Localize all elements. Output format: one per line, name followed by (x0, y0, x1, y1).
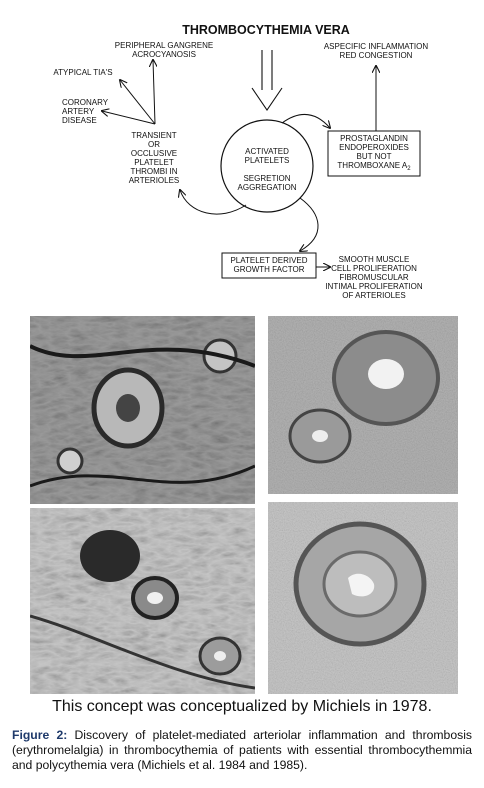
down-arrow-icon (252, 50, 282, 110)
smooth_muscle-line: CELL PROLIFERATION (331, 264, 417, 273)
concept-text: This concept was conceptualized by (52, 698, 313, 715)
thromboxane-subscript: 2 (407, 166, 411, 172)
activated-line: AGGREGATION (237, 183, 297, 192)
thrombi-label (129, 131, 180, 185)
growth_factor-line: PLATELET DERIVED (230, 256, 308, 265)
micrograph-top-left (30, 316, 255, 504)
smooth_muscle-line: FIBROMUSCULAR (339, 273, 409, 282)
figure-label: Figure 2: (12, 728, 68, 742)
growth-factor-label (230, 256, 307, 274)
tias-line: ATYPICAL TIA'S (53, 68, 113, 77)
gangrene-line: ACROCYANOSIS (132, 50, 196, 59)
thrombi-line: PLATELET (134, 158, 174, 167)
thrombi-line: OR (148, 140, 160, 149)
micrograph-bottom-left (30, 508, 255, 694)
figure-caption (12, 728, 472, 773)
smooth_muscle-line: OF ARTERIOLES (342, 291, 406, 300)
coronary-line: ARTERY (62, 107, 95, 116)
smooth_muscle-line: SMOOTH MUSCLE (338, 255, 410, 264)
coronary-label (62, 98, 109, 125)
prostaglandin-line: THROMBOXANE A (337, 161, 408, 170)
circle-to-growth-factor-arrow (300, 198, 318, 251)
thrombi-line: ARTERIOLES (128, 176, 180, 185)
concept-line (0, 698, 484, 716)
pathophysiology-diagram (0, 0, 484, 312)
inflammation-label (324, 42, 429, 60)
smooth-muscle-label (325, 255, 423, 300)
prostaglandin-line: PROSTAGLANDIN (340, 134, 408, 143)
inflammation-line: ASPECIFIC INFLAMMATION (323, 42, 429, 51)
activated-line (266, 165, 268, 174)
concept-author: Michiels (312, 698, 371, 715)
prostaglandin-line: ENDOPEROXIDES (339, 143, 409, 152)
gangrene-label (115, 41, 213, 59)
tias-label (53, 68, 112, 77)
activated-line: ACTIVATED (245, 147, 289, 156)
inflammation-line: RED CONGESTION (339, 51, 413, 60)
caption-text: Discovery of platelet-mediated arteriolar inflammation and thrombosis (erythromelalgia) in thrombocythemia of patients with essential thrombocythemmia and polycythemia vera (Michiels et al. 1984 and 1985). (12, 728, 473, 772)
histology-micrographs (30, 316, 458, 694)
micrograph-bottom-right (268, 502, 458, 694)
gangrene-line: PERIPHERAL GANGRENE (114, 41, 214, 50)
activated-line: SEGRETION (243, 174, 291, 183)
prostaglandin-line: BUT NOT (356, 152, 392, 161)
diagram-title: THROMBOCYTHEMIA VERA (182, 23, 350, 37)
coronary-line: DISEASE (62, 116, 97, 125)
smooth_muscle-line: INTIMAL PROLIFERATION (325, 282, 423, 291)
micrograph-top-right (268, 316, 458, 494)
thrombi-line: OCCLUSIVE (130, 149, 178, 158)
activated-line: PLATELETS (244, 156, 290, 165)
growth_factor-line: GROWTH FACTOR (233, 265, 305, 274)
thrombi-line: TRANSIENT (131, 131, 177, 140)
coronary-line: CORONARY (62, 98, 109, 107)
thrombi-line: THROMBI IN (130, 167, 178, 176)
concept-year: in 1978. (370, 698, 432, 715)
